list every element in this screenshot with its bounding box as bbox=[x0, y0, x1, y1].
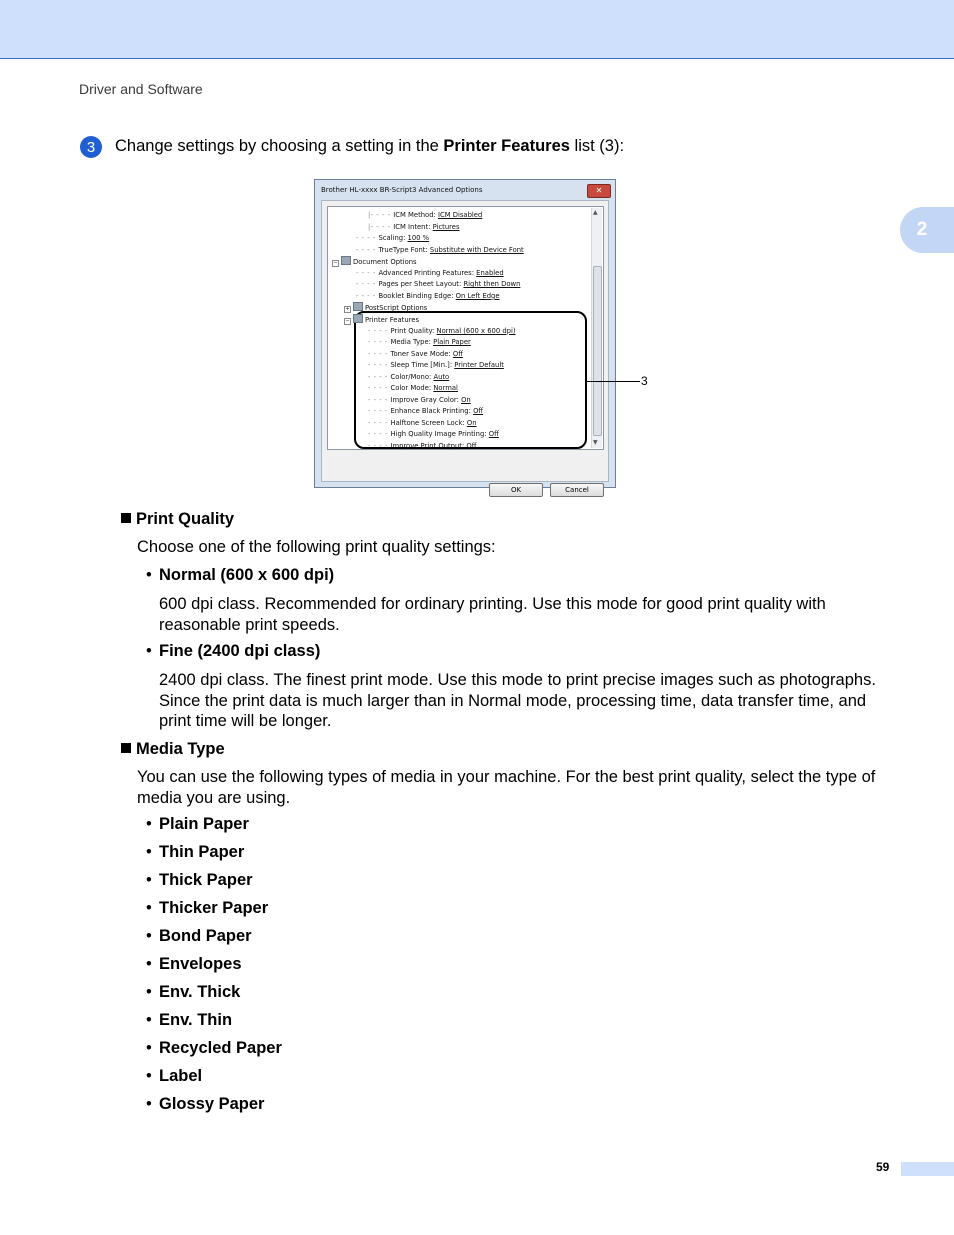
tree-item-label: Media Type: bbox=[390, 338, 434, 347]
media-type-label: Env. Thick bbox=[159, 983, 241, 1001]
tree-item[interactable] bbox=[356, 233, 429, 244]
tree-connector: - - - - bbox=[356, 280, 379, 289]
scroll-up-icon[interactable]: ▲ bbox=[593, 209, 598, 216]
media-type-intro: You can use the following types of media in your machine. For the best print quality, select the type of media you are using. bbox=[137, 768, 876, 807]
tree-item-label: Improve Print Output: bbox=[390, 442, 467, 450]
tree-item-label: Document Options bbox=[353, 258, 417, 267]
bullet-icon: • bbox=[146, 955, 152, 973]
footer-band bbox=[901, 1162, 954, 1176]
tree-connector: - - - - bbox=[356, 234, 379, 243]
step-text: Change settings by choosing a setting in the Printer Features list (3): bbox=[115, 137, 625, 155]
tree-item-value[interactable]: ICM Disabled bbox=[437, 211, 483, 219]
step-number: 3 bbox=[80, 136, 102, 158]
tree-item[interactable] bbox=[356, 279, 520, 290]
media-type-label: Envelopes bbox=[159, 955, 242, 973]
tree-item-value[interactable]: Off bbox=[473, 407, 484, 416]
tree-item[interactable] bbox=[368, 210, 482, 221]
tree-item[interactable] bbox=[368, 222, 460, 233]
tree-item[interactable] bbox=[368, 418, 477, 429]
media-type-item bbox=[146, 843, 244, 862]
tree-connector: - - - - bbox=[368, 384, 391, 393]
tree-connector: - - - - bbox=[368, 407, 391, 416]
media-type-item bbox=[146, 1039, 282, 1058]
dialog-title: Brother HL-xxxx BR-Script3 Advanced Options bbox=[321, 186, 483, 194]
printer-icon bbox=[353, 314, 363, 323]
tree-item-value[interactable]: Printer Default bbox=[454, 361, 504, 370]
tree-item-value[interactable]: On bbox=[461, 395, 471, 404]
tree-item[interactable] bbox=[368, 360, 504, 371]
header-band bbox=[0, 0, 954, 59]
media-type-item bbox=[146, 871, 253, 890]
bullet-icon: • bbox=[146, 1039, 152, 1057]
tree-scrollbar[interactable] bbox=[591, 208, 602, 448]
tree-item-value[interactable]: Off bbox=[466, 442, 477, 450]
tree-item[interactable] bbox=[356, 291, 500, 302]
tree-item-value[interactable]: Substitute with Device Font bbox=[429, 245, 524, 254]
callout-line bbox=[586, 381, 640, 382]
media-type-item bbox=[146, 1095, 264, 1114]
bullet-icon: • bbox=[146, 1067, 152, 1085]
chapter-tab: 2 bbox=[900, 207, 954, 253]
tree-connector: - - - - bbox=[356, 268, 379, 277]
tree-item[interactable] bbox=[368, 383, 458, 394]
tree-item-label: Enhance Black Printing: bbox=[390, 407, 474, 416]
media-type-label: Glossy Paper bbox=[159, 1095, 265, 1113]
media-type-label: Thicker Paper bbox=[159, 899, 269, 917]
media-type-item bbox=[146, 927, 252, 946]
tree-item[interactable] bbox=[368, 326, 516, 337]
tree-item-value[interactable]: Plain Paper bbox=[433, 338, 471, 347]
section-title: Driver and Software bbox=[79, 81, 203, 97]
tree-item-value[interactable]: Off bbox=[488, 430, 499, 439]
tree-item-value[interactable]: Off bbox=[452, 349, 463, 358]
normal-quality-desc: 600 dpi class. Recommended for ordinary printing. Use this mode for good print quality with reasonable print speeds. bbox=[159, 595, 826, 634]
folder-icon bbox=[353, 302, 363, 311]
tree-connector: - - - - bbox=[368, 418, 391, 427]
collapse-icon[interactable]: − bbox=[345, 317, 350, 324]
tree-item-label: Pages per Sheet Layout: bbox=[378, 280, 464, 289]
media-type-item bbox=[146, 1011, 232, 1030]
tree-connector: - - - - bbox=[368, 326, 391, 335]
tree-item-label: Booklet Binding Edge: bbox=[378, 291, 456, 300]
square-bullet-icon bbox=[121, 743, 131, 753]
media-type-label: Bond Paper bbox=[159, 927, 252, 945]
tree-item-label: Sleep Time [Min.]: bbox=[390, 361, 455, 370]
tree-connector: - - - - bbox=[368, 349, 391, 358]
media-type-label: Recycled Paper bbox=[159, 1039, 282, 1057]
tree-connector: |- - - - bbox=[368, 211, 394, 219]
print-quality-heading: Print Quality bbox=[121, 510, 234, 529]
tree-item-label: ICM Intent: bbox=[393, 222, 433, 231]
tree-item-label: ICM Method: bbox=[393, 211, 438, 219]
media-type-item bbox=[146, 983, 240, 1002]
bullet-icon: • bbox=[146, 899, 152, 917]
bullet-icon: • bbox=[146, 983, 152, 1001]
tree-item[interactable] bbox=[368, 349, 463, 360]
tree-item[interactable] bbox=[344, 302, 427, 313]
tree-item-value[interactable]: Auto bbox=[433, 372, 450, 381]
media-type-label: Plain Paper bbox=[159, 815, 249, 833]
tree-item-label: High Quality Image Printing: bbox=[390, 430, 489, 439]
tree-item[interactable] bbox=[332, 256, 417, 267]
tree-connector: - - - - bbox=[368, 442, 391, 450]
tree-item-value[interactable]: Pictures bbox=[432, 222, 460, 231]
cancel-button[interactable]: Cancel bbox=[550, 483, 604, 497]
tree-connector: - - - - bbox=[368, 372, 391, 381]
ok-button[interactable]: OK bbox=[489, 483, 543, 497]
tree-item-label: Color/Mono: bbox=[390, 372, 434, 381]
bullet-icon: • bbox=[146, 927, 152, 945]
fine-quality-title: • Fine (2400 dpi class) bbox=[146, 642, 321, 660]
expand-icon[interactable]: + bbox=[345, 306, 350, 313]
tree-item[interactable] bbox=[368, 406, 483, 417]
bullet-icon: • bbox=[146, 1011, 152, 1029]
tree-item-label: Scaling: bbox=[378, 234, 408, 243]
tree-item-value[interactable]: Enabled bbox=[476, 268, 504, 277]
folder-icon bbox=[341, 256, 351, 265]
bullet-icon: • bbox=[146, 815, 152, 833]
advanced-options-dialog bbox=[314, 179, 616, 494]
tree-connector: |- - - - bbox=[368, 222, 394, 231]
tree-connector: - - - - bbox=[368, 338, 391, 347]
print-quality-intro: Choose one of the following print quality settings: bbox=[137, 538, 496, 556]
tree-item-label: Improve Gray Color: bbox=[390, 395, 462, 404]
tree-item-value[interactable]: On bbox=[466, 418, 477, 427]
media-type-label: Thick Paper bbox=[159, 871, 253, 889]
fine-quality-desc: 2400 dpi class. The finest print mode. Use this mode to print precise images such as photographs. Since the print data is much larger than in Normal mode, processing time, data transfer time, and print time will be longer. bbox=[159, 671, 876, 730]
tree-item-value[interactable]: 100 % bbox=[407, 234, 430, 243]
dialog-body bbox=[321, 200, 609, 494]
collapse-icon[interactable]: − bbox=[333, 260, 338, 267]
tree-item[interactable] bbox=[344, 314, 419, 325]
tree-item-label: TrueType Font: bbox=[378, 245, 430, 254]
tree-item[interactable] bbox=[368, 372, 449, 383]
media-type-label: Env. Thin bbox=[159, 1011, 233, 1029]
bullet-icon: • bbox=[146, 871, 152, 889]
media-type-label: Label bbox=[159, 1067, 203, 1085]
scroll-thumb[interactable] bbox=[593, 266, 602, 436]
tree-item-value[interactable]: On Left Edge bbox=[455, 291, 500, 300]
tree-item[interactable] bbox=[368, 429, 499, 440]
media-type-item bbox=[146, 815, 249, 834]
tree-item-label: Color Mode: bbox=[390, 384, 434, 393]
tree-item-value[interactable]: Normal (600 x 600 dpi) bbox=[436, 326, 516, 335]
tree-connector: - - - - bbox=[368, 395, 391, 404]
tree-item[interactable] bbox=[368, 337, 471, 348]
normal-quality-title: • Normal (600 x 600 dpi) bbox=[146, 566, 335, 584]
square-bullet-icon bbox=[121, 513, 131, 523]
tree-connector: - - - - bbox=[368, 430, 391, 439]
tree-item-value[interactable]: Right then Down bbox=[463, 280, 521, 289]
media-type-heading: Media Type bbox=[121, 740, 225, 759]
tree-item-label: Toner Save Mode: bbox=[390, 349, 453, 358]
bullet-icon: • bbox=[146, 1095, 152, 1113]
tree-item[interactable] bbox=[368, 395, 471, 406]
bullet-icon: • bbox=[146, 843, 152, 861]
tree-item[interactable] bbox=[368, 441, 476, 450]
close-icon[interactable]: ✕ bbox=[587, 184, 611, 198]
media-type-item bbox=[146, 899, 268, 918]
callout-number: 3 bbox=[641, 374, 648, 388]
media-type-item bbox=[146, 955, 242, 974]
tree-item-label: Halftone Screen Lock: bbox=[390, 418, 467, 427]
tree-item[interactable] bbox=[356, 268, 504, 279]
media-type-item bbox=[146, 1067, 202, 1086]
media-type-label: Thin Paper bbox=[159, 843, 245, 861]
tree-connector: - - - - bbox=[356, 291, 379, 300]
settings-tree bbox=[327, 206, 604, 450]
tree-item[interactable] bbox=[356, 245, 524, 256]
tree-item-label: Print Quality: bbox=[390, 326, 437, 335]
tree-item-label: PostScript Options bbox=[365, 304, 428, 313]
tree-connector: - - - - bbox=[356, 245, 379, 254]
tree-item-value[interactable]: Normal bbox=[433, 384, 458, 393]
tree-item-label: Printer Features bbox=[365, 315, 419, 324]
tree-item-label: Advanced Printing Features: bbox=[378, 268, 477, 277]
scroll-down-icon[interactable]: ▼ bbox=[593, 439, 598, 446]
page-number: 59 bbox=[876, 1160, 890, 1174]
tree-connector: - - - - bbox=[368, 361, 391, 370]
